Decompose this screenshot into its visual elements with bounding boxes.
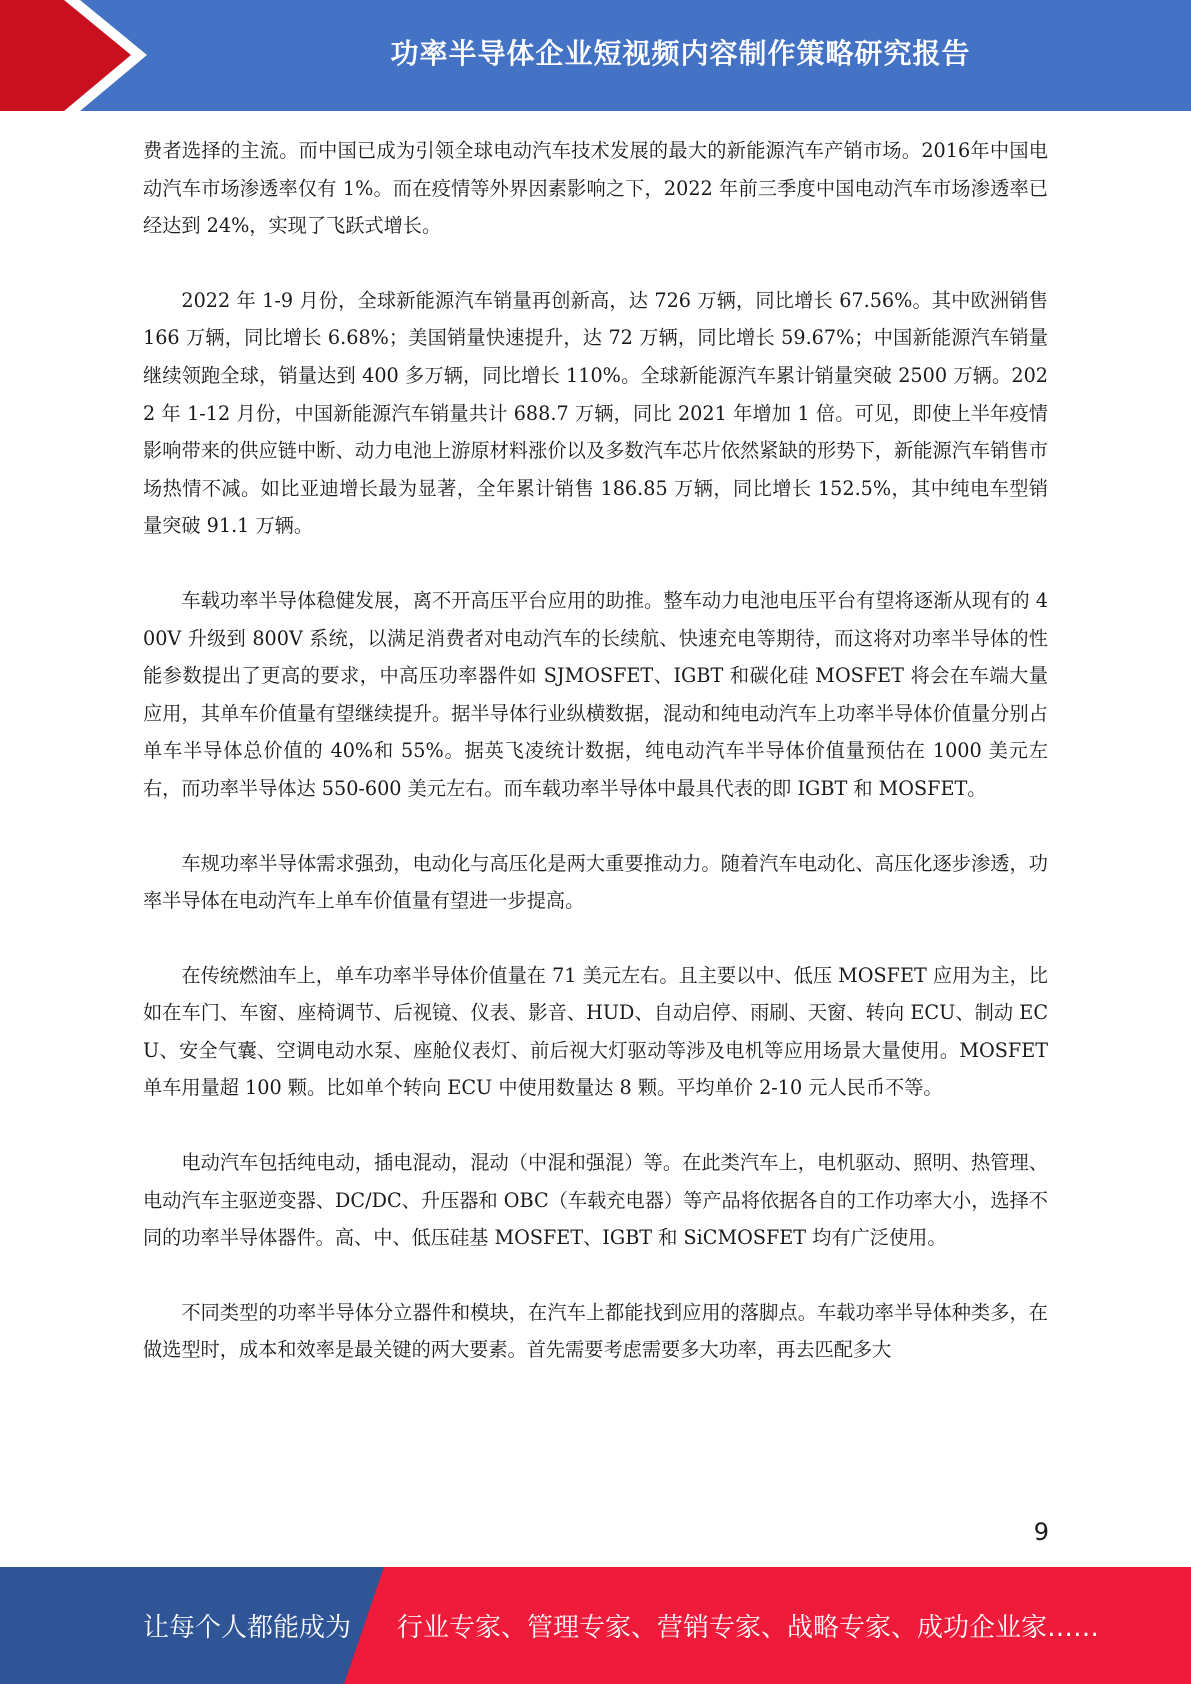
paragraph-5: 在传统燃油车上，单车功率半导体价值量在 71 美元左右。且主要以中、低压 MOSFET 应用为主，比如在车门、车窗、座椅调节、后视镜、仪表、影音、HUD、自动启停、雨刷、天窗、转向 ECU、制动 ECU、安全气囊、空调电动水泵、座舱仪表灯、前后视大灯驱动等涉及电机等应用场景大量使用。MOSFET 单车用量超 100 颗。比如单个转向 ECU 中使用数量达 8 颗。平均单价 2-10 元人民币不等。: [143, 963, 1048, 1100]
paragraph-2: 2022 年 1-9 月份，全球新能源汽车销量再创新高，达 726 万辆，同比增长 67.56%。其中欧洲销售 166 万辆，同比增长 6.68%；美国销量快速提升，达 72 万辆，同比增长 59.67%；中国新能源汽车销量继续领跑全球，销量达到 400 多万辆，同比增长 110%。全球新能源汽车累计销量突破 2500 万辆。2022 年 1-12 月份，中国新能源汽车销量共计 688.7 万辆，同比 2021 年增加 1 倍。可见，即使上半年疫情影响带来的供应链中断、动力电池上游原材料涨价以及多数汽车芯片依然紧缺的形势下，新能源汽车销售市场热情不减。如比亚迪增长最为显著，全年累计销售 186.85 万辆，同比增长 152.5%，其中纯电车型销量突破 91.1 万辆。: [143, 288, 1048, 538]
footer-slogan-right: 行业专家、管理专家、营销专家、战略专家、成功企业家……: [397, 1613, 1100, 1643]
page-number: 9: [1033, 1518, 1049, 1546]
header-arrow-decoration: [0, 0, 160, 111]
paragraph-7: 不同类型的功率半导体分立器件和模块，在汽车上都能找到应用的落脚点。车载功率半导体种类多，在做选型时，成本和效率是最关键的两大要素。首先需要考虑需要多大功率，再去匹配多大: [143, 1300, 1048, 1362]
footer-slogan-left: 让每个人都能成为: [143, 1613, 352, 1643]
page-footer: [0, 1567, 1191, 1684]
paragraph-4: 车规功率半导体需求强劲，电动化与高压化是两大重要推动力。随着汽车电动化、高压化逐步渗透，功率半导体在电动汽车上单车价值量有望进一步提高。: [143, 851, 1048, 913]
body-text: [143, 132, 1048, 1406]
paragraph-3: 车载功率半导体稳健发展，离不开高压平台应用的助推。整车动力电池电压平台有望将逐渐从现有的 400V 升级到 800V 系统，以满足消费者对电动汽车的长续航、快速充电等期待，而这将对功率半导体的性能参数提出了更高的要求，中高压功率器件如 SJMOSFET、IGBT 和碳化硅 MOSFET 将会在车端大量应用，其单车价值量有望继续提升。据半导体行业纵横数据，混动和纯电动汽车上功率半导体价值量分别占单车半导体总价值的 40%和 55%。据英飞凌统计数据，纯电动汽车半导体价值量预估在 1000 美元左右，而功率半导体达 550-600 美元左右。而车载功率半导体中最具代表的即 IGBT 和 MOSFET。: [143, 588, 1048, 800]
document-title: 功率半导体企业短视频内容制作策略研究报告: [390, 36, 971, 70]
page-header: [0, 0, 1191, 111]
paragraph-1: 费者选择的主流。而中国已成为引领全球电动汽车技术发展的最大的新能源汽车产销市场。2016年中国电动汽车市场渗透率仅有 1%。而在疫情等外界因素影响之下，2022 年前三季度中国电动汽车市场渗透率已经达到 24%，实现了飞跃式增长。: [143, 139, 1048, 238]
paragraph-6: 电动汽车包括纯电动，插电混动，混动（中混和强混）等。在此类汽车上，电机驱动、照明、热管理、电动汽车主驱逆变器、DC/DC、升压器和 OBC（车载充电器）等产品将依据各自的工作功率大小，选择不同的功率半导体器件。高、中、低压硅基 MOSFET、IGBT 和 SiCMOSFET 均有广泛使用。: [143, 1151, 1048, 1250]
